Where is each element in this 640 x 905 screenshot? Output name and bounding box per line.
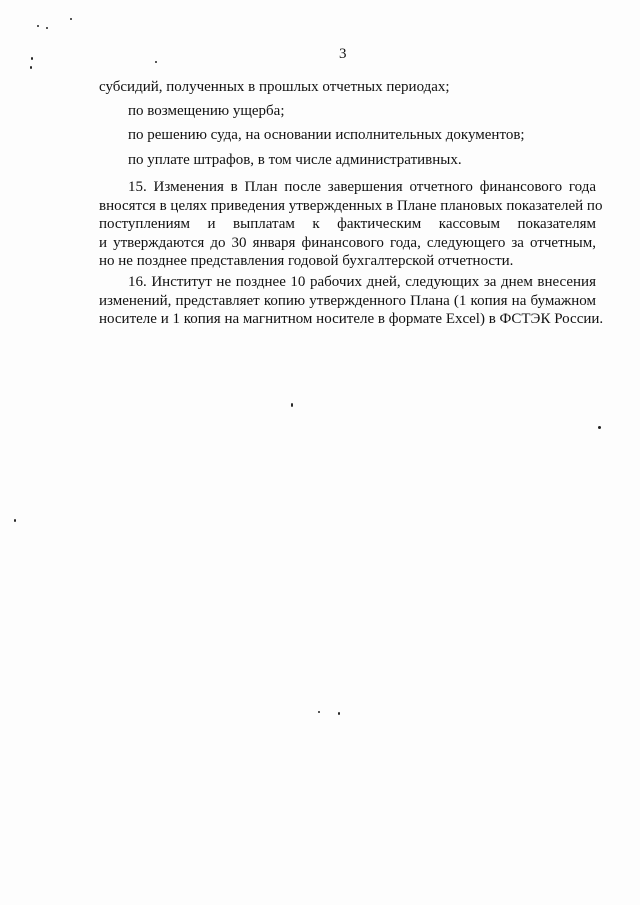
scan-speck bbox=[46, 27, 48, 29]
list-item-fines: по уплате штрафов, в том числе административных. bbox=[128, 151, 462, 168]
scan-speck bbox=[30, 66, 32, 69]
scan-speck bbox=[70, 18, 72, 20]
scan-speck bbox=[31, 57, 33, 60]
scan-speck bbox=[338, 712, 340, 715]
scan-speck bbox=[318, 711, 320, 713]
paragraph-16-line-1: 16. Институт не позднее 10 рабочих дней, следующих за днем внесения bbox=[128, 274, 596, 290]
scan-speck bbox=[598, 426, 601, 429]
paragraph-15-line-1: 15. Изменения в План после завершения отчетного финансового года bbox=[128, 179, 596, 195]
paragraph-15 bbox=[99, 178, 603, 271]
paragraph-16-line-2: изменений, представляет копию утвержденного Плана (1 копия на бумажном bbox=[99, 292, 596, 309]
scan-speck bbox=[37, 25, 39, 27]
list-item-court: по решению суда, на основании исполнительных документов; bbox=[128, 127, 525, 143]
scan-speck bbox=[155, 61, 157, 63]
list-item-subsidies: субсидий, полученных в прошлых отчетных периодах; bbox=[99, 79, 450, 95]
paragraph-15-line-5: но не позднее представления годовой бухгалтерской отчетности. bbox=[99, 253, 514, 269]
paragraph-15-line-3: поступлениям и выплатам к фактическим кассовым показателям bbox=[99, 216, 596, 232]
paragraph-16-line-3: носителе и 1 копия на магнитном носителе в формате Excel) в ФСТЭК России. bbox=[99, 311, 604, 327]
paragraph-16 bbox=[99, 273, 604, 329]
scan-speck bbox=[291, 403, 293, 407]
list-items bbox=[99, 78, 596, 169]
paragraph-15-line-4: и утверждаются до 30 января финансового года, следующего за отчетным, bbox=[99, 234, 596, 251]
list-item-damage: по возмещению ущерба; bbox=[128, 102, 285, 119]
paragraph-15-line-2: вносятся в целях приведения утвержденных в Плане плановых показателей по bbox=[99, 197, 603, 214]
scan-speck bbox=[14, 519, 16, 522]
page-number: 3 bbox=[339, 46, 347, 62]
